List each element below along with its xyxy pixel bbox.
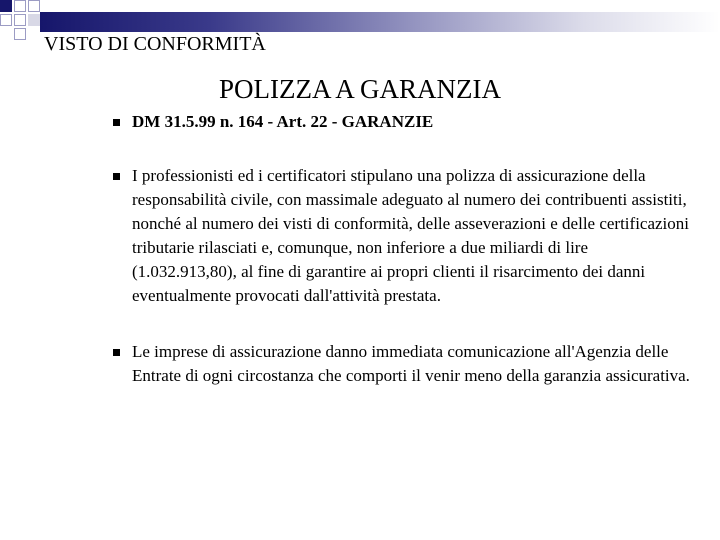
bullet-text: Le imprese di assicurazione danno immediata comunicazione all'Agenzia delle Entrate di ogni circostanza che comporti il venir meno della garanzia assicurativa.: [132, 342, 690, 385]
decorative-square-icon: [28, 14, 40, 26]
bullet-text: DM 31.5.99 n. 164 - Art. 22 - GARANZIE: [132, 112, 434, 131]
decorative-square-icon: [14, 0, 26, 12]
square-bullet-icon: [113, 349, 120, 356]
decorative-square-icon: [14, 28, 26, 40]
decorative-square-icon: [28, 0, 40, 12]
slide-title: POLIZZA A GARANZIA: [219, 74, 501, 104]
decorative-square-icon: [0, 14, 12, 26]
bullet-list: [112, 110, 692, 388]
bullet-text: I professionisti ed i certificatori stipulano una polizza di assicurazione della responsabilità civile, con massimale adeguato al numero dei contribuenti assistiti, nonché al numero dei visti di conformità, delle asseverazioni e delle certificazioni tributarie rilasciati e, comunque, non inferiore a due miliardi di lire (1.032.913,80), al fine di garantire ai propri clienti il risarcimento dei danni eventualmente provocati dall'attività prestata.: [132, 166, 689, 305]
bullet-item: [112, 110, 692, 134]
decorative-square-icon: [14, 14, 26, 26]
header-title: VISTO DI CONFORMITÀ: [44, 33, 266, 55]
bullet-item: [112, 340, 692, 388]
bullet-item: [112, 164, 692, 308]
decorative-square-icon: [0, 0, 12, 12]
square-bullet-icon: [113, 119, 120, 126]
square-bullet-icon: [113, 173, 120, 180]
header-gradient-bar: [40, 12, 720, 32]
